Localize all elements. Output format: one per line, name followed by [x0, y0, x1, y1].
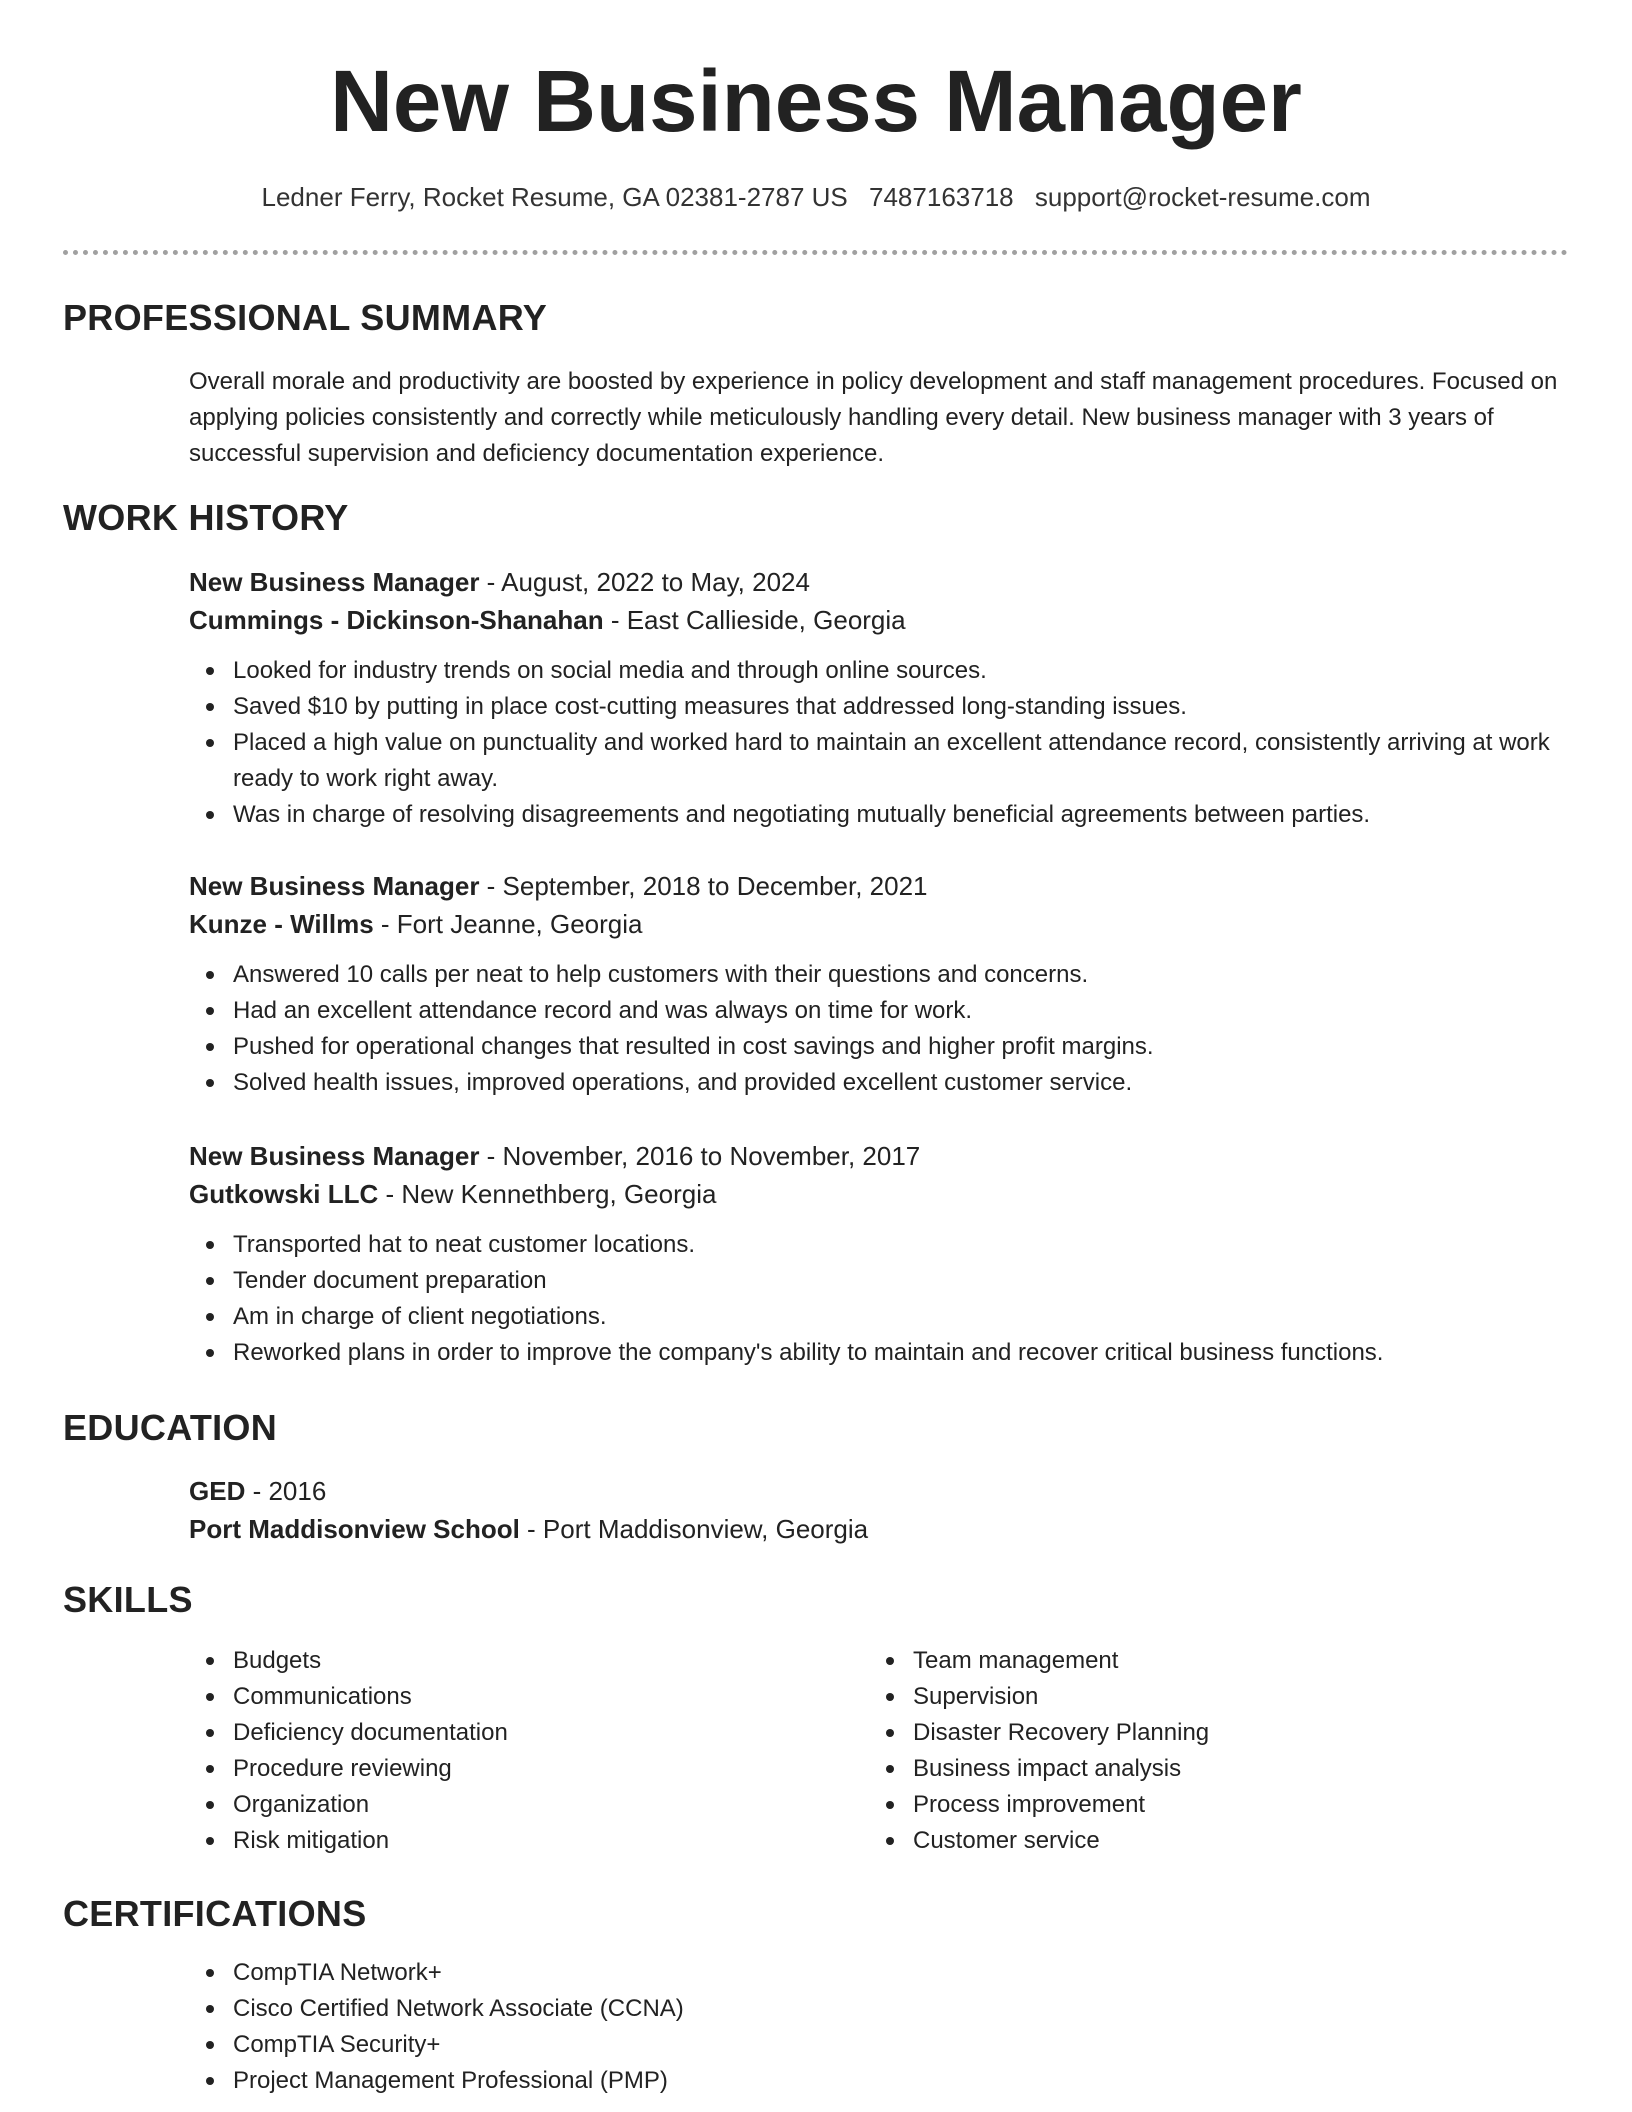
list-item: Procedure reviewing: [189, 1751, 869, 1787]
job-title-line: [189, 1137, 1569, 1175]
education-degree: GED: [189, 1476, 246, 1506]
contact-phone: 7487163718: [869, 182, 1014, 212]
list-item: Had an excellent attendance record and was always on time for work.: [189, 993, 1569, 1029]
job-entry: [189, 1137, 1569, 1371]
contact-address: Ledner Ferry, Rocket Resume, GA 02381-2787 US: [261, 182, 848, 212]
certifications-list: [189, 1955, 1569, 2099]
job-dates: - August, 2022 to May, 2024: [479, 567, 810, 597]
list-item: Was in charge of resolving disagreements and negotiating mutually beneficial agreements between parties.: [189, 797, 1569, 833]
job-title-line: [189, 563, 1569, 601]
list-item: Customer service: [869, 1823, 1549, 1859]
list-item: Communications: [189, 1679, 869, 1715]
job-company-line: [189, 601, 1569, 639]
education-year: - 2016: [245, 1476, 327, 1506]
contact-line: [0, 181, 1632, 215]
list-item: Budgets: [189, 1643, 869, 1679]
job-title-line: [189, 867, 1569, 905]
job-company-line: [189, 905, 1569, 943]
job-dates: - September, 2018 to December, 2021: [479, 871, 928, 901]
list-item: Supervision: [869, 1679, 1549, 1715]
list-item: Organization: [189, 1787, 869, 1823]
contact-email[interactable]: support@rocket-resume.com: [1034, 182, 1371, 212]
list-item: Saved $10 by putting in place cost-cutting measures that addressed long-standing issues.: [189, 689, 1569, 725]
job-bullets: [189, 957, 1569, 1101]
skills-column-right: [869, 1643, 1549, 1859]
job-location: - New Kennethberg, Georgia: [378, 1179, 717, 1209]
job-company-line: [189, 1175, 1569, 1213]
list-item: Placed a high value on punctuality and worked hard to maintain an excellent attendance record, consistently arriving at work ready to work right away.: [189, 725, 1569, 797]
education-school-line: [189, 1510, 1569, 1548]
list-item: Risk mitigation: [189, 1823, 869, 1859]
education-school: Port Maddisonview School: [189, 1514, 520, 1544]
list-item: Tender document preparation: [189, 1263, 1569, 1299]
job-title: New Business Manager: [189, 871, 480, 901]
job-entry: [189, 563, 1569, 833]
list-item: Reworked plans in order to improve the company's ability to maintain and recover critical business functions.: [189, 1335, 1569, 1371]
job-location: - Fort Jeanne, Georgia: [373, 909, 643, 939]
job-bullets: [189, 1227, 1569, 1371]
job-company: Gutkowski LLC: [189, 1179, 379, 1209]
resume-name: New Business Manager: [330, 53, 1302, 150]
list-item: Am in charge of client negotiations.: [189, 1299, 1569, 1335]
list-item: Cisco Certified Network Associate (CCNA): [189, 1991, 1569, 2027]
education-location: - Port Maddisonview, Georgia: [519, 1514, 869, 1544]
list-item: Process improvement: [869, 1787, 1549, 1823]
section-title-summary: PROFESSIONAL SUMMARY: [63, 297, 548, 338]
education-entry: [189, 1472, 1569, 1548]
skills-column-left: [189, 1643, 869, 1859]
job-location: - East Callieside, Georgia: [603, 605, 906, 635]
job-dates: - November, 2016 to November, 2017: [479, 1141, 921, 1171]
skills-list: [189, 1643, 1569, 1859]
job-company: Kunze - Willms: [189, 909, 374, 939]
list-item: Team management: [869, 1643, 1549, 1679]
list-item: CompTIA Network+: [189, 1955, 1569, 1991]
list-item: Solved health issues, improved operations, and provided excellent customer service.: [189, 1065, 1569, 1101]
section-title-skills: SKILLS: [63, 1579, 193, 1620]
list-item: Business impact analysis: [869, 1751, 1549, 1787]
summary-text: Overall morale and productivity are boosted by experience in policy development and staff management procedures. Focused on applying policies consistently and correctly while meticulously handling every detail. New business manager with 3 years of successful supervision and deficiency documentation experience.: [189, 368, 1558, 467]
section-title-certifications: CERTIFICATIONS: [63, 1893, 367, 1934]
header-divider: [63, 250, 1568, 255]
list-item: Pushed for operational changes that resulted in cost savings and higher profit margins.: [189, 1029, 1569, 1065]
list-item: Looked for industry trends on social media and through online sources.: [189, 653, 1569, 689]
job-company: Cummings - Dickinson-Shanahan: [189, 605, 604, 635]
list-item: Disaster Recovery Planning: [869, 1715, 1549, 1751]
list-item: Transported hat to neat customer locations.: [189, 1227, 1569, 1263]
section-title-education: EDUCATION: [63, 1407, 278, 1448]
job-title: New Business Manager: [189, 1141, 480, 1171]
job-title: New Business Manager: [189, 567, 480, 597]
certifications-bullets: [189, 1955, 1569, 2099]
list-item: Answered 10 calls per neat to help customers with their questions and concerns.: [189, 957, 1569, 993]
section-title-work-history: WORK HISTORY: [63, 497, 349, 538]
job-entry: [189, 867, 1569, 1101]
job-bullets: [189, 653, 1569, 833]
list-item: Deficiency documentation: [189, 1715, 869, 1751]
list-item: CompTIA Security+: [189, 2027, 1569, 2063]
education-degree-line: [189, 1472, 1569, 1510]
list-item: Project Management Professional (PMP): [189, 2063, 1569, 2099]
